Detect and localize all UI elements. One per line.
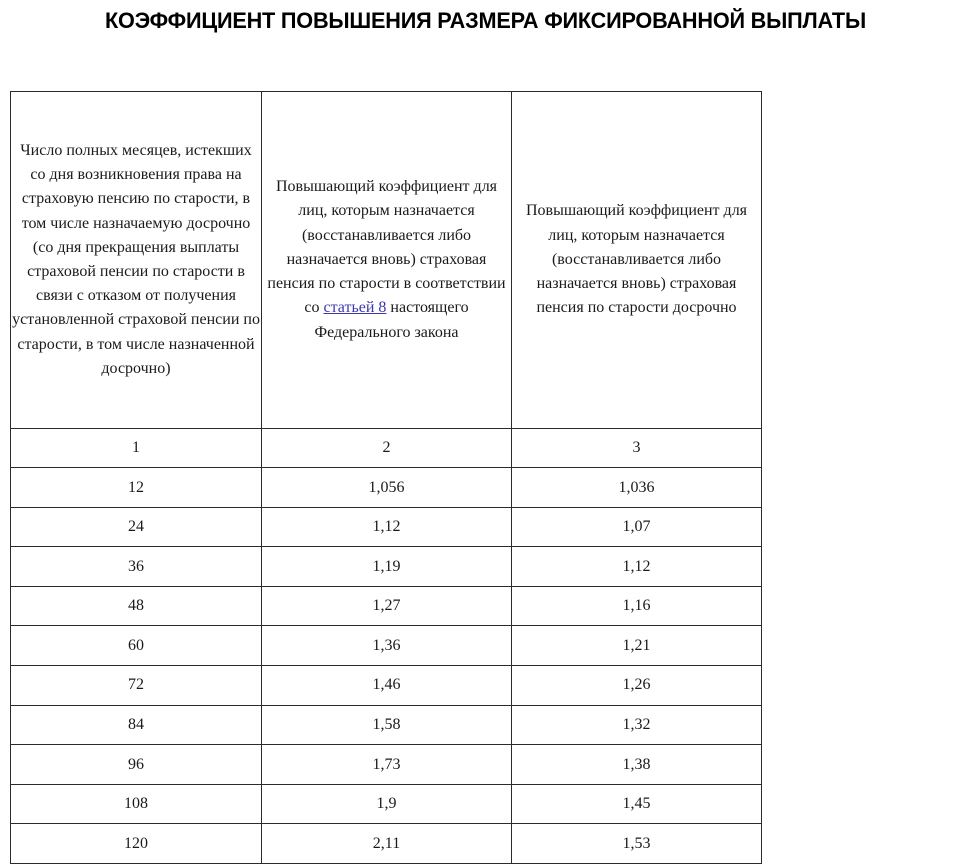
table-row (11, 705, 762, 745)
cell-months (11, 468, 262, 508)
cell-coef-general (262, 468, 512, 508)
cell-coef-general (262, 705, 512, 745)
cell-coef-general-text: 1,12 (372, 518, 401, 536)
column-number-row (11, 429, 762, 468)
cell-coef-early (512, 665, 762, 705)
cell-months (11, 507, 262, 547)
cell-months (11, 784, 262, 824)
cell-coef-early (512, 824, 762, 864)
cell-months (11, 586, 262, 626)
table-row (11, 468, 762, 508)
cell-coef-early (512, 468, 762, 508)
cell-months (11, 745, 262, 785)
header-coef-general-part2: настоящего Федерального закона (314, 299, 469, 341)
cell-coef-early (512, 705, 762, 745)
table-row (11, 547, 762, 587)
table-row (11, 745, 762, 785)
cell-coef-early-text: 1,26 (622, 676, 651, 694)
cell-coef-general (262, 507, 512, 547)
cell-coef-early-text: 1,21 (622, 636, 651, 654)
table-row (11, 665, 762, 705)
cell-months-text: 60 (128, 636, 144, 654)
cell-months (11, 626, 262, 666)
cell-months-text: 72 (128, 676, 144, 694)
cell-coef-early-text: 1,07 (622, 518, 651, 536)
column-number-2 (262, 429, 512, 468)
cell-coef-early-text: 1,53 (622, 834, 651, 852)
cell-coef-general-text: 1,58 (372, 716, 401, 734)
cell-coef-general-text: 1,46 (372, 676, 401, 694)
column-number-1-text: 1 (132, 439, 140, 457)
cell-coef-general-text: 2,11 (372, 834, 401, 852)
cell-coef-general-text: 1,056 (368, 478, 405, 496)
cell-coef-early-text: 1,12 (622, 557, 651, 575)
cell-coef-early (512, 507, 762, 547)
cell-coef-early (512, 745, 762, 785)
header-coef-early-text: Повышающий коэффициент для лиц, которым назначается (восстанавливается либо назначается вновь) страховая пенсия по старости досрочно (525, 202, 748, 317)
cell-coef-early-text: 1,036 (618, 478, 655, 496)
cell-months (11, 547, 262, 587)
cell-coef-early (512, 547, 762, 587)
cell-months-text: 24 (128, 518, 144, 536)
table-row (11, 784, 762, 824)
header-cell-coef-early (512, 92, 762, 429)
cell-months-text: 36 (128, 557, 144, 575)
header-cell-months (11, 92, 262, 429)
column-number-3-text: 3 (632, 439, 641, 457)
cell-coef-general (262, 586, 512, 626)
cell-coef-early (512, 626, 762, 666)
cell-coef-general (262, 745, 512, 785)
cell-coef-general-text: 1,27 (372, 597, 401, 615)
cell-months (11, 824, 262, 864)
cell-months-text: 48 (128, 597, 144, 615)
cell-coef-general (262, 824, 512, 864)
column-number-1 (11, 429, 262, 468)
table-row (11, 626, 762, 666)
coefficient-table (10, 91, 762, 864)
cell-coef-early-text: 1,32 (622, 716, 651, 734)
cell-months-text: 84 (128, 716, 144, 734)
column-number-2-text: 2 (382, 439, 391, 457)
article-8-link[interactable]: статьей 8 (323, 299, 387, 317)
cell-months-text: 120 (124, 834, 148, 852)
header-coef-general-part1: Повышающий коэффициент для лиц, которым назначается (восстанавливается либо назначается вновь) страховая пенсия по старости в соответствии со (267, 178, 506, 317)
cell-coef-general (262, 626, 512, 666)
cell-coef-early (512, 586, 762, 626)
cell-coef-general-text: 1,9 (376, 795, 397, 813)
page-title: КОЭФФИЦИЕНТ ПОВЫШЕНИЯ РАЗМЕРА ФИКСИРОВАННОЙ ВЫПЛАТЫ (105, 8, 866, 33)
cell-coef-early-text: 1,38 (622, 755, 651, 773)
cell-coef-early-text: 1,16 (622, 597, 651, 615)
cell-coef-general-text: 1,73 (372, 755, 401, 773)
table-header-row (11, 92, 762, 429)
cell-months-text: 12 (128, 478, 144, 496)
header-cell-coef-general (262, 92, 512, 429)
cell-coef-early (512, 784, 762, 824)
cell-months (11, 705, 262, 745)
table-row (11, 507, 762, 547)
cell-coef-early-text: 1,45 (622, 795, 651, 813)
table-row (11, 586, 762, 626)
cell-coef-general-text: 1,36 (372, 636, 401, 654)
cell-months (11, 665, 262, 705)
cell-coef-general (262, 665, 512, 705)
cell-coef-general-text: 1,19 (372, 557, 401, 575)
cell-coef-general (262, 547, 512, 587)
table-row (11, 824, 762, 864)
cell-coef-general (262, 784, 512, 824)
cell-months-text: 96 (128, 755, 144, 773)
column-number-3 (512, 429, 762, 468)
header-months-text: Число полных месяцев, истекших со дня возникновения права на страховую пенсию по старости, в том числе назначаемую досрочно (со дня прекращения выплаты страховой пенсии по старости в связи с отказом от получения установленной страховой пенсии по старости, в том числе назначенной досрочно) (12, 141, 260, 377)
cell-months-text: 108 (124, 795, 148, 813)
header-coef-general-text (262, 175, 511, 344)
